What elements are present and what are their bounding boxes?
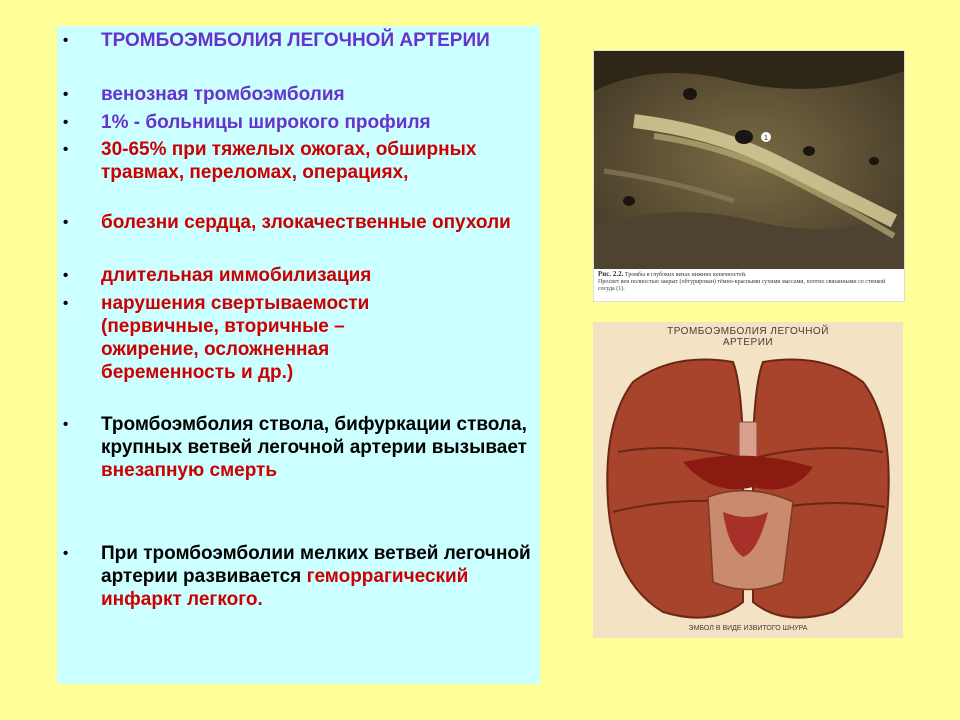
plate-title-line: ТРОМБОЭМБОЛИЯ ЛЕГОЧНОЙ (667, 326, 829, 337)
bullet-text: 30-65% при тяжелых ожогах, обширных травмах, переломах, операциях, (101, 139, 477, 183)
bullet-icon: • (63, 295, 69, 312)
bullet-icon: • (63, 545, 69, 562)
caption-text: Просвет вен полностью закрыт (обтурирован) тёмно-красными сухими массами, плотно связанными со стенкой сосуда (1). (598, 279, 886, 292)
bullet-text (101, 413, 541, 482)
bullet-highlight: геморрагический инфаркт легкого. (101, 566, 469, 610)
plate-footer: ЭМБОЛ В ВИДЕ ИЗВИТОГО ШНУРА (688, 625, 808, 632)
text-panel (57, 26, 540, 684)
lungs-image (593, 322, 903, 638)
bullet-text: венозная тромбоэмболия (101, 84, 345, 105)
bullet-icon: • (63, 141, 69, 158)
bullet-text: нарушения свертываемости (первичные, вторичные – ожирение, осложненная беременность и др.) (101, 293, 370, 383)
bullet-icon: • (63, 32, 69, 49)
plate-title-line: АРТЕРИИ (722, 337, 774, 348)
figure-caption (598, 271, 898, 293)
lung-illustration (593, 322, 903, 638)
bullet-icon: • (63, 86, 69, 103)
bullet-text: болезни сердца, злокачественные опухоли (101, 212, 511, 233)
bullet-text (101, 542, 541, 611)
slide-title: ТРОМБОЭМБОЛИЯ ЛЕГОЧНОЙ АРТЕРИИ (101, 30, 490, 51)
bullet-text-part: Тромбоэмболия ствола, бифуркации ствола, крупных ветвей легочной артерии вызывает (101, 414, 527, 458)
bullet-icon: • (63, 416, 69, 433)
bullet-text: 1% - больницы широкого профиля (101, 112, 431, 133)
thrombus-photo (593, 50, 905, 302)
bullet-icon: • (63, 267, 69, 284)
caption-label: Рис. 2.2. (598, 270, 624, 278)
marker-label: 1 (764, 135, 768, 142)
bullet-text-part: При тромбоэмболии мелких ветвей легочной артерии развивается (101, 543, 531, 587)
vein-tissue-image (594, 51, 904, 269)
bullet-icon: • (63, 214, 69, 231)
caption-title: Тромбы в глубоких венах нижних конечностей. (624, 272, 747, 278)
bullet-text: длительная иммобилизация (101, 265, 372, 286)
bullet-highlight: внезапную смерть (101, 460, 278, 481)
bullet-icon: • (63, 114, 69, 131)
